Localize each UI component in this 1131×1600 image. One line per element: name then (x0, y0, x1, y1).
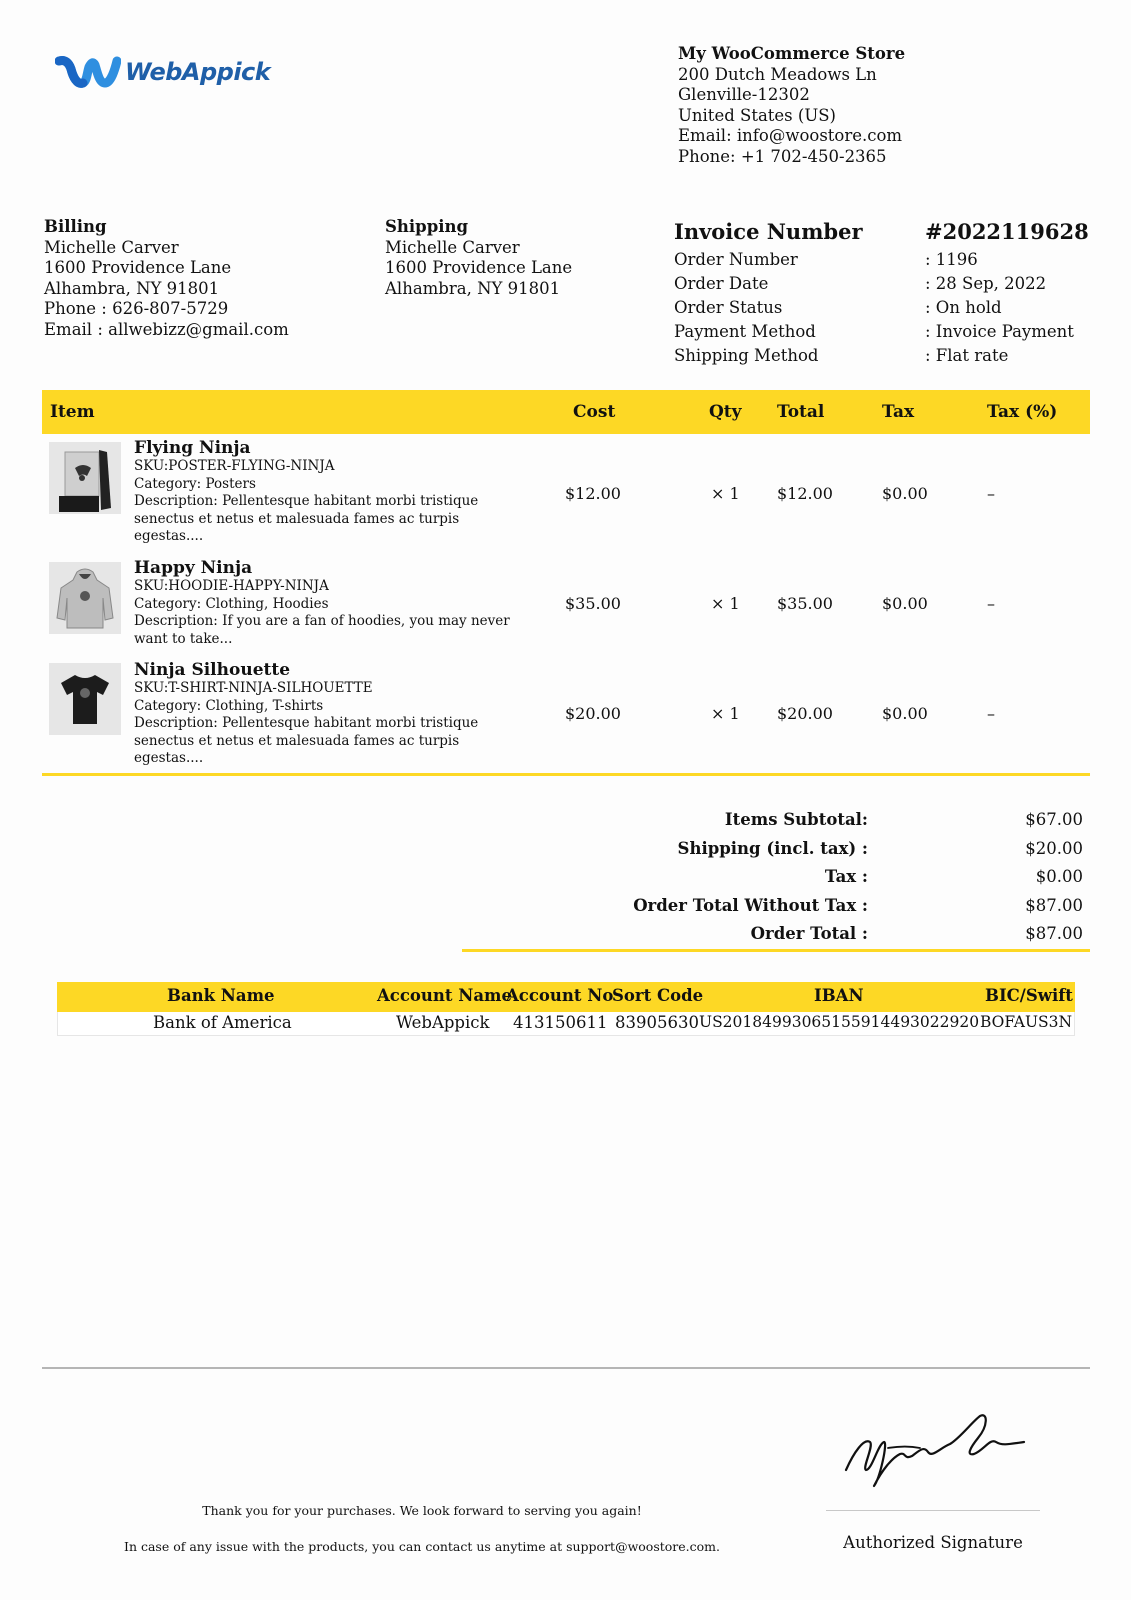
store-phone: Phone: +1 702-450-2365 (678, 146, 887, 166)
bank-name-value: Bank of America (153, 1013, 292, 1032)
billing-name: Michelle Carver (44, 237, 179, 257)
item-description: Description: Pellentesque habitant morbi tristique senectus et netus et malesuada fames ac turpis egestas.... (134, 715, 479, 766)
order-status-value: : On hold (925, 298, 1002, 317)
order-total-without-tax-value: $87.00 (1025, 896, 1083, 915)
item-tax-pct: – (987, 594, 995, 613)
billing-email: Email : allwebizz@gmail.com (44, 319, 289, 339)
tax-total-value: $0.00 (1035, 867, 1083, 886)
col-account-no: Account No (506, 986, 614, 1005)
logo-brand-text: WebAppick (125, 58, 271, 86)
item-tax: $0.00 (882, 704, 928, 723)
item-total: $20.00 (777, 704, 833, 723)
col-tax: Tax (882, 402, 915, 422)
item-description: Description: If you are a fan of hoodies, you may never want to take... (134, 613, 510, 647)
item-sku: SKU:HOODIE-HAPPY-NINJA (134, 578, 329, 594)
billing-city: Alhambra, NY 91801 (44, 278, 220, 298)
item-name: Ninja Silhouette (134, 660, 291, 680)
shipping-total-label: Shipping (incl. tax) : (677, 839, 868, 858)
store-info (678, 44, 905, 168)
order-total-without-tax-label: Order Total Without Tax : (633, 896, 868, 915)
col-bic: BIC/Swift (985, 986, 1073, 1005)
bank-table-row (57, 1012, 1075, 1036)
item-tax: $0.00 (882, 594, 928, 613)
order-status-label: Order Status (674, 298, 783, 317)
item-details (134, 438, 524, 546)
col-qty: Qty (709, 402, 742, 422)
item-qty: × 1 (711, 484, 740, 503)
sort-code-value: 83905630 (615, 1013, 699, 1032)
item-details (134, 660, 524, 768)
store-city-line: Glenville-12302 (678, 85, 810, 105)
iban-value: US2018499306515591449302292​0 (699, 1013, 980, 1031)
item-sku: SKU:POSTER-FLYING-NINJA (134, 458, 335, 474)
tshirt-icon (49, 663, 121, 735)
hoodie-icon (49, 562, 121, 634)
item-cost: $12.00 (565, 484, 621, 503)
col-tax-pct: Tax (%) (987, 402, 1058, 422)
bic-value: BOFAUS3N (980, 1013, 1073, 1031)
items-subtotal-value: $67.00 (1025, 810, 1083, 829)
item-name: Happy Ninja (134, 558, 253, 578)
item-cost: $20.00 (565, 704, 621, 723)
order-date-label: Order Date (674, 274, 769, 293)
col-item: Item (50, 402, 95, 422)
shipping-street: 1600 Providence Lane (385, 258, 573, 278)
shipping-city: Alhambra, NY 91801 (385, 278, 561, 298)
order-number-label: Order Number (674, 250, 798, 269)
signature-label: Authorized Signature (843, 1533, 1023, 1552)
item-category: Category: Clothing, Hoodies (134, 595, 329, 612)
invoice-number-value: #2022119628 (925, 219, 1089, 244)
col-cost: Cost (573, 402, 616, 422)
col-sort-code: Sort Code (612, 986, 704, 1005)
item-total: $12.00 (777, 484, 833, 503)
order-date-value: : 28 Sep, 2022 (925, 274, 1047, 293)
footer-divider (42, 1367, 1090, 1369)
signature-line (826, 1510, 1040, 1511)
order-number-value: : 1196 (925, 250, 978, 269)
billing-address (44, 217, 289, 341)
poster-icon (49, 442, 121, 514)
item-sku: SKU:T-SHIRT-NINJA-SILHOUETTE (134, 680, 373, 696)
billing-phone: Phone : 626-807-5729 (44, 299, 229, 319)
store-country-line: United States (US) (678, 105, 836, 125)
shipping-heading: Shipping (385, 217, 469, 236)
shipping-address (385, 217, 572, 299)
table-row (42, 438, 1090, 550)
col-account-name: Account Name (377, 986, 512, 1005)
col-bank-name: Bank Name (167, 986, 275, 1005)
item-tax-pct: – (987, 704, 995, 723)
item-cost: $35.00 (565, 594, 621, 613)
col-total: Total (777, 402, 825, 422)
contact-note: In case of any issue with the products, you can contact us anytime at support@woostore.com. (124, 1539, 720, 1554)
order-total-label: Order Total : (750, 924, 868, 943)
item-details (134, 558, 524, 648)
item-description: Description: Pellentesque habitant morbi tristique senectus et netus et malesuada fames ac turpis egestas.... (134, 493, 479, 544)
item-qty: × 1 (711, 594, 740, 613)
totals-divider (462, 949, 1090, 952)
store-address-line: 200 Dutch Meadows Ln (678, 64, 877, 84)
invoice-number-label: Invoice Number (674, 219, 863, 244)
billing-street: 1600 Providence Lane (44, 258, 232, 278)
payment-method-label: Payment Method (674, 322, 816, 341)
store-email: Email: info@woostore.com (678, 126, 903, 146)
billing-heading: Billing (44, 217, 107, 236)
col-iban: IBAN (814, 986, 864, 1005)
shipping-method-value: : Flat rate (925, 346, 1009, 365)
payment-method-value: : Invoice Payment (925, 322, 1074, 341)
item-name: Flying Ninja (134, 438, 251, 458)
tax-total-label: Tax : (824, 867, 868, 886)
item-category: Category: Posters (134, 475, 256, 492)
table-row (42, 558, 1090, 658)
items-subtotal-label: Items Subtotal: (724, 810, 868, 829)
shipping-total-value: $20.00 (1025, 839, 1083, 858)
item-tax: $0.00 (882, 484, 928, 503)
order-total-value: $87.00 (1025, 924, 1083, 943)
thank-you-note: Thank you for your purchases. We look forward to serving you again! (202, 1503, 642, 1518)
account-no-value: 413150611 (513, 1013, 608, 1032)
item-tax-pct: – (987, 484, 995, 503)
table-row (42, 660, 1090, 772)
shipping-name: Michelle Carver (385, 237, 520, 257)
signature-image (840, 1408, 1030, 1492)
shipping-method-label: Shipping Method (674, 346, 819, 365)
logo-mark-icon (55, 55, 121, 89)
items-table-header (42, 390, 1090, 434)
item-total: $35.00 (777, 594, 833, 613)
company-logo (55, 55, 270, 89)
item-qty: × 1 (711, 704, 740, 723)
items-table-divider (42, 773, 1090, 776)
store-name: My WooCommerce Store (678, 44, 906, 63)
bank-table-header (57, 982, 1075, 1012)
item-category: Category: Clothing, T-shirts (134, 697, 324, 714)
account-name-value: WebAppick (396, 1013, 490, 1032)
